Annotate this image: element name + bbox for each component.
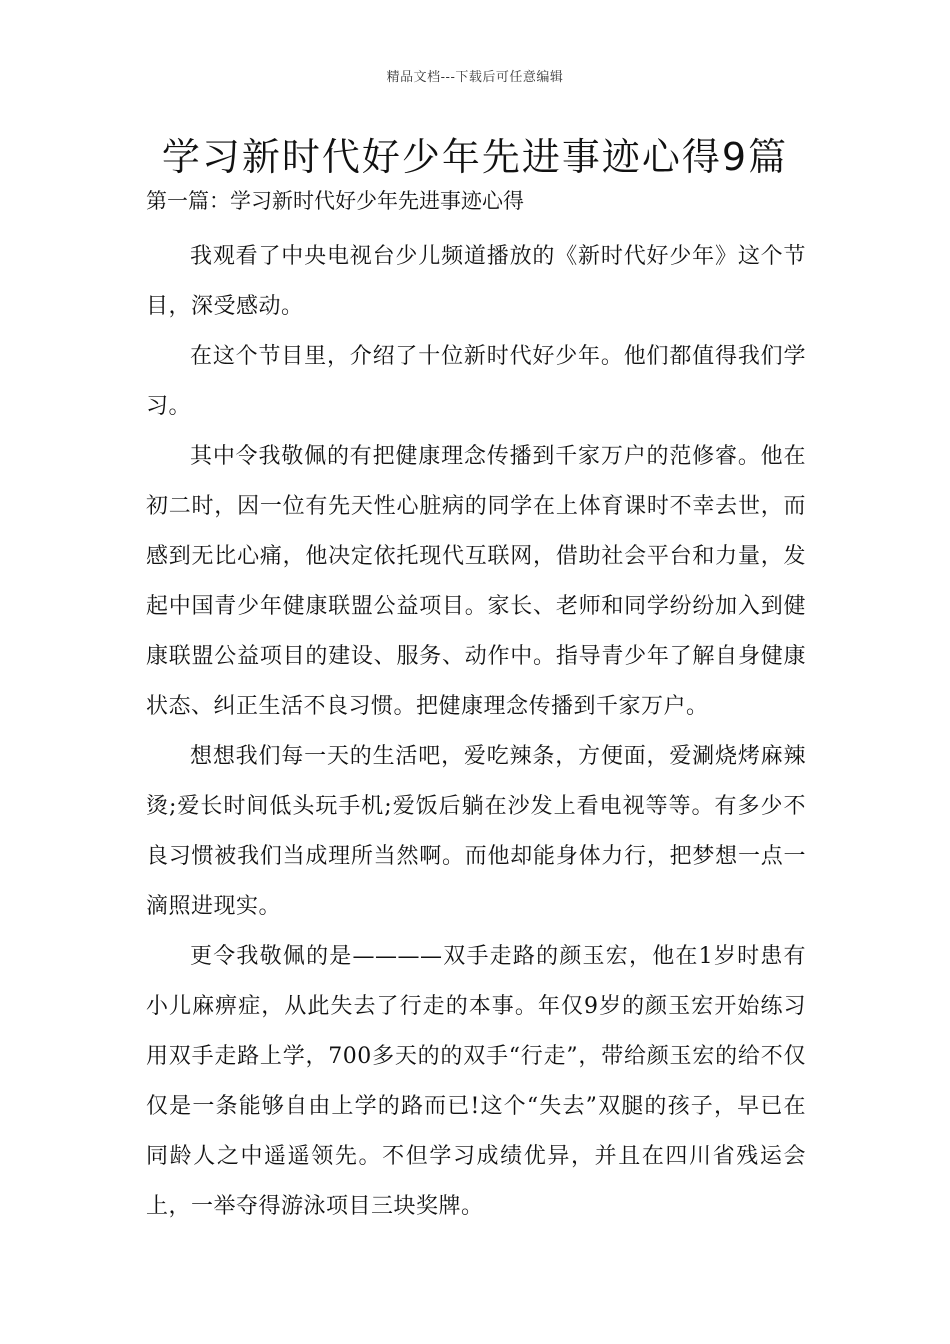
- section-heading: 第一篇：学习新时代好少年先进事迹心得: [146, 189, 524, 213]
- paragraph: 我观看了中央电视台少儿频道播放的《新时代好少年》这个节目，深受感动。: [146, 244, 806, 319]
- paragraph: 更令我敬佩的是————双手走路的颜玉宏，他在1岁时患有小儿麻痹症，从此失去了行走的本事。年仅9岁的颜玉宏开始练习用双手走路上学，700多天的的双手“行走”，带给颜玉宏的给不仅仅是一条能够自由上学的路而已!这个“失去”双腿的孩子，早已在同龄人之中遥遥领先。不但学习成绩优异，并且在四川省残运会上，一举夺得游泳项目三块奖牌。: [146, 944, 806, 1219]
- header-note: 精品文档---下载后可任意编辑: [386, 70, 564, 85]
- document-title: 学习新时代好少年先进事迹心得9篇: [161, 135, 789, 179]
- body-text: [146, 232, 806, 1232]
- paragraph: 想想我们每一天的生活吧，爱吃辣条，方便面，爱涮烧烤麻辣烫;爱长时间低头玩手机;爱饭后躺在沙发上看电视等等。有多少不良习惯被我们当成理所当然啊。而他却能身体力行，把梦想一点一滴照进现实。: [146, 744, 806, 919]
- paragraph: 其中令我敬佩的有把健康理念传播到千家万户的范修睿。他在初二时，因一位有先天性心脏病的同学在上体育课时不幸去世，而感到无比心痛，他决定依托现代互联网，借助社会平台和力量，发起中国青少年健康联盟公益项目。家长、老师和同学纷纷加入到健康联盟公益项目的建设、服务、动作中。指导青少年了解自身健康状态、纠正生活不良习惯。把健康理念传播到千家万户。: [146, 444, 806, 719]
- paragraph: 在这个节目里，介绍了十位新时代好少年。他们都值得我们学习。: [146, 344, 806, 419]
